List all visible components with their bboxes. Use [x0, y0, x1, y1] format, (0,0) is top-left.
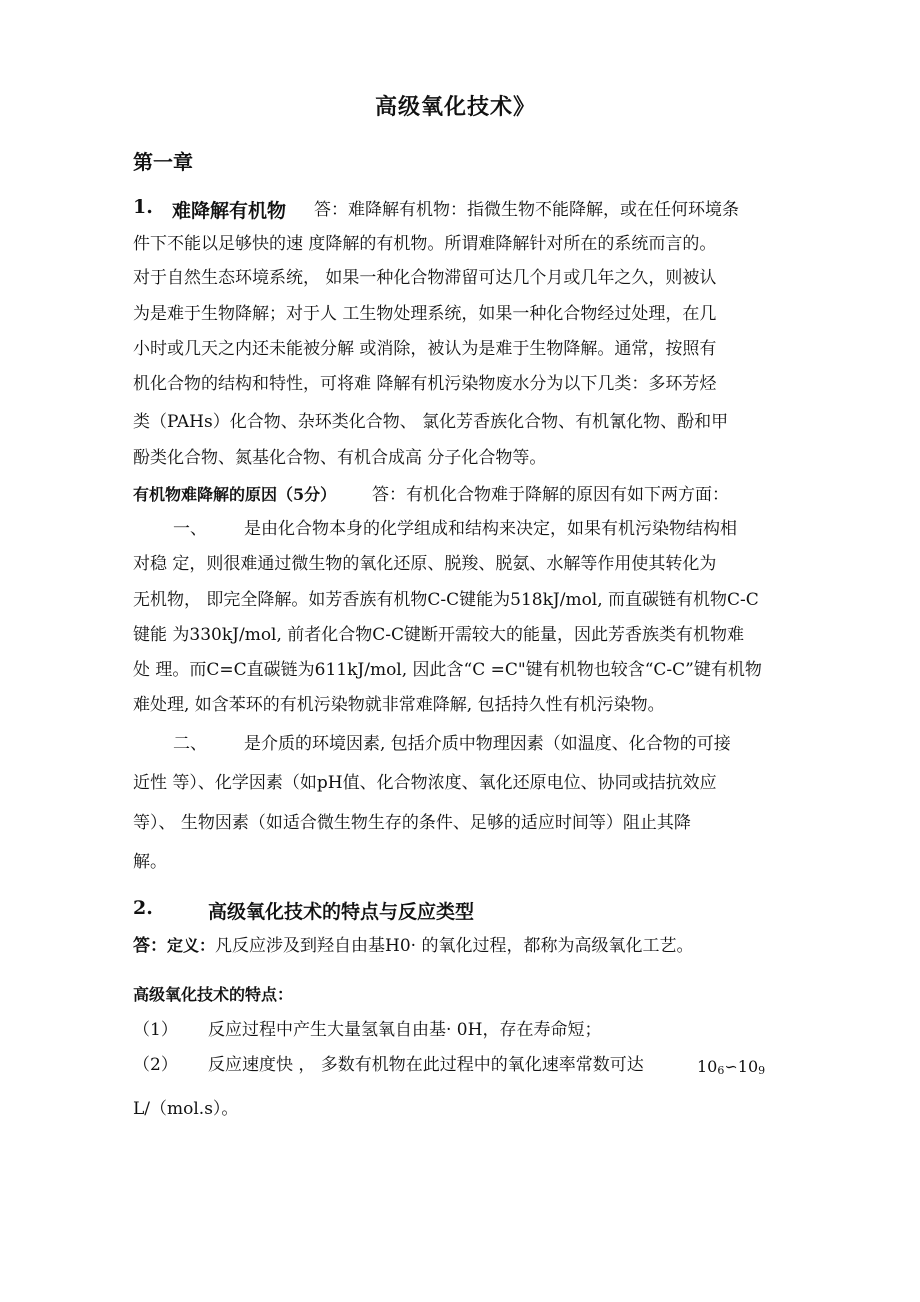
- reason-1-line: 键能 为330kJ/mol, 前者化合物C-C键断开需较大的能量，因此芳香族类有机物难: [133, 625, 745, 645]
- section-1-line: 答：难降解有机物：指微生物不能降解，或在任何环境条: [314, 200, 739, 220]
- reason-2-line: 等）、 生物因素（如适合微生物生存的条件、足够的适应时间等）阻止其降: [133, 813, 691, 833]
- reason-2-label: 二、: [173, 734, 207, 754]
- section-2-number: 2.: [133, 897, 153, 919]
- feature-1-text: 反应过程中产生大量氢氧自由基· 0H，存在寿命短；: [208, 1020, 602, 1040]
- reason-answer: 答：有机化合物难于降解的原因有如下两方面：: [372, 485, 729, 505]
- reason-2-line: 解。: [133, 852, 167, 872]
- section-1-line: 对于自然生态环境系统， 如果一种化合物滞留可达几个月或几年之久，则被认: [133, 268, 717, 288]
- section-1-line: 类（PAHs）化合物、杂环类化合物、 氯化芳香族化合物、有机氰化物、酚和甲: [133, 412, 729, 432]
- section-1-line: 为是难于生物降解；对于人 工生物处理系统，如果一种化合物经过处理，在几: [133, 304, 717, 324]
- reason-1-label: 一、: [173, 519, 207, 539]
- reason-1-line: 是由化合物本身的化学组成和结构来决定，如果有机污染物结构相: [244, 519, 737, 539]
- definition-text: 凡反应涉及到羟自由基H0· 的氧化过程，都称为高级氧化工艺。: [215, 936, 694, 956]
- reason-1-line: 难处理, 如含苯环的有机污染物就非常难降解, 包括持久性有机污染物。: [133, 695, 665, 715]
- reason-2-line: 近性 等）、化学因素（如pH值、化合物浓度、氧化还原电位、协同或拮抗效应: [133, 773, 717, 793]
- reason-2-line: 是介质的环境因素, 包括介质中物理因素（如温度、化合物的可接: [244, 734, 731, 754]
- section-1-number: 1.: [133, 196, 153, 218]
- rate-range: 106∽109: [697, 1057, 766, 1077]
- reason-1-line: 处 理。而C=C直碳链为611kJ/mol, 因此含“C =C"键有机物也较含“C-C”键有机物: [133, 660, 762, 680]
- reason-1-line: 无机物， 即完全降解。如芳香族有机物C-C键能为518kJ/mol, 而直碳链有机物C-C: [133, 590, 759, 610]
- section-1-line: 件下不能以足够快的速 度降解的有机物。所谓难降解针对所在的系统而言的。: [133, 234, 717, 254]
- section-1-line: 小时或几天之内还未能被分解 或消除，被认为是难于生物降解。通常，按照有: [133, 339, 717, 359]
- section-2-heading: 高级氧化技术的特点与反应类型: [208, 901, 475, 923]
- chapter-heading: 第一章: [133, 150, 193, 174]
- rate-unit: L/（mol.s）。: [133, 1099, 239, 1119]
- page-title: 高级氧化技术》: [375, 94, 537, 120]
- reason-heading: 有机物难降解的原因（5分）: [133, 485, 337, 504]
- definition-prefix: 答：: [133, 936, 167, 956]
- features-heading: 高级氧化技术的特点：: [133, 985, 294, 1004]
- section-1-line: 酚类化合物、氮基化合物、有机合成高 分子化合物等。: [133, 448, 547, 468]
- definition-label: 定义：: [167, 936, 216, 955]
- section-1-heading: 难降解有机物: [172, 200, 287, 222]
- feature-2-text: 反应速度快 ， 多数有机物在此过程中的氧化速率常数可达: [208, 1055, 644, 1075]
- feature-2-number: （2）: [133, 1055, 178, 1075]
- feature-1-number: （1）: [133, 1020, 178, 1040]
- reason-1-line: 对稳 定，则很难通过微生物的氧化还原、脱羧、脱氨、水解等作用使其转化为: [133, 554, 717, 574]
- section-1-line: 机化合物的结构和特性，可将难 降解有机污染物废水分为以下几类：多环芳烃: [133, 374, 717, 394]
